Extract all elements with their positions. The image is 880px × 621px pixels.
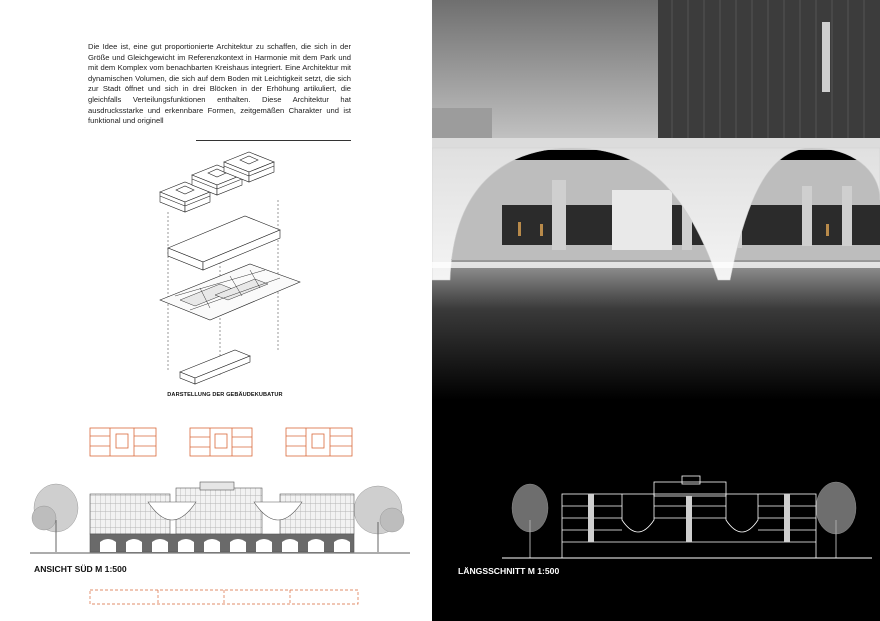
axonometric-caption: DARSTELLUNG DER GEBÄUDEKUBATUR — [167, 392, 283, 398]
left-panel — [0, 0, 432, 621]
right-panel — [432, 0, 880, 621]
upper-facade — [658, 0, 880, 138]
floor-plan-1 — [90, 428, 156, 456]
floor-plans-row — [88, 426, 360, 458]
tree-right — [354, 486, 404, 552]
floor-plan-2 — [190, 428, 252, 456]
intro-underline — [196, 140, 351, 141]
floor-plan-3 — [286, 428, 352, 456]
section-tree-right — [816, 482, 856, 558]
section-tree-left — [512, 484, 548, 558]
section-title: LÄNGSSCHNITT M 1:500 — [458, 566, 560, 576]
site-plan-strip — [88, 587, 360, 607]
intro-text: Die Idee ist, eine gut proportionierte Architektur zu schaffen, die sich in der Größe und Gleichgewicht im Referenzkontext in Harmonie mit dem Park und mit dem Komplex vom benachbarten Kreishaus integriert. Eine Architektur mit dynamischen Volumen, die sich auf dem Boden mit Leichtigkeit setzt, die sich zur Stadt öffnet und sich in drei Blöcken in der Erhöhung artikuliert, die gleichfalls Verteilungsfunktionen enthalten. Diese Architektur hat ausdrucksstarke und erkennbare Formen, zeitgemäßen Charakter und ist funktional und originell — [88, 42, 351, 126]
south-elevation-drawing — [30, 480, 410, 558]
podium-slab — [168, 216, 280, 270]
interior-rendering — [432, 0, 880, 400]
longitudinal-section-drawing — [432, 472, 880, 564]
basement-volume — [180, 350, 250, 384]
tree-left — [32, 484, 78, 552]
ground-floor-plate — [160, 264, 300, 320]
exploded-axonometric-drawing — [150, 150, 310, 390]
elevation-title: ANSICHT SÜD M 1:500 — [34, 564, 127, 574]
